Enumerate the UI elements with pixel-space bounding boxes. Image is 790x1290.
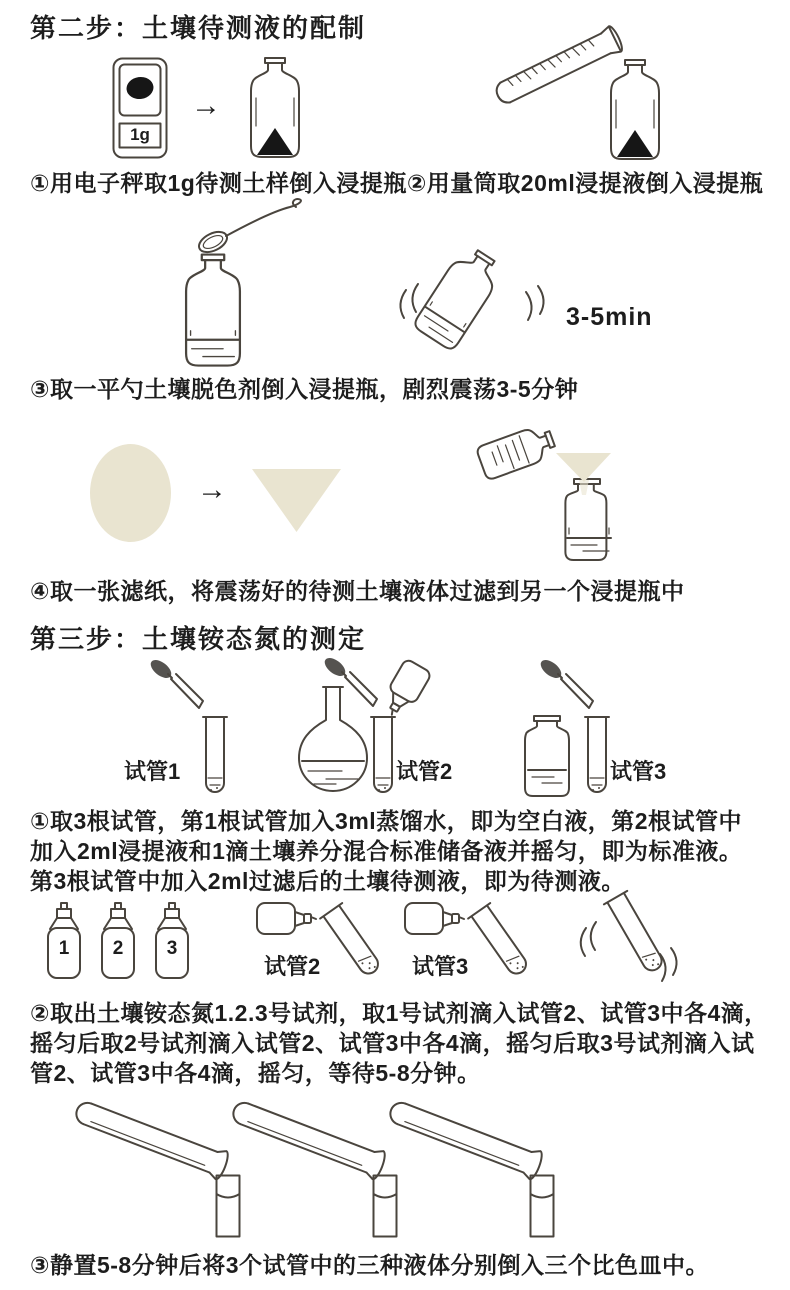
step3-instruction-1-line1: ①取3根试管，第1根试管加入3ml蒸馏水，即为空白液，第2根试管中 xyxy=(30,808,742,834)
filtration-illustration xyxy=(468,416,658,571)
tube-2-label-row2: 试管2 xyxy=(264,954,321,979)
shaking-test-tube-illustration xyxy=(572,892,692,994)
arrow-icon-2: → xyxy=(197,473,227,506)
cuvette-illustration-2 xyxy=(372,1174,398,1238)
step3-instruction-1-line2: 加入2ml浸提液和1滴土壤养分混合标准储备液并摇匀，即为标准液。 xyxy=(30,838,743,864)
step2-instruction-4: ④取一张滤纸，将震荡好的待测土壤液体过滤到另一个浸提瓶中 xyxy=(30,578,685,604)
test-tube-2-illustration xyxy=(370,714,396,798)
dropper-illustration-3 xyxy=(538,658,600,720)
reagent-number-2: 2 xyxy=(112,938,124,959)
tube-3-label: 试管3 xyxy=(610,759,667,784)
pouring-test-tube-illustration-1 xyxy=(74,1092,242,1182)
filter-paper-circle-illustration xyxy=(90,444,171,542)
step2-instruction-3: ③取一平勺土壤脱色剂倒入浸提瓶，剧烈震荡3-5分钟 xyxy=(30,376,579,402)
step3-instruction-2-line3: 管2、试管3中各4滴，摇匀，等待5-8分钟。 xyxy=(30,1060,481,1086)
tube-3-label-row2: 试管3 xyxy=(412,954,469,979)
step2-instruction-1-2: ①用电子秤取1g待测土样倒入浸提瓶②用量筒取20ml浸提液倒入浸提瓶 xyxy=(30,170,764,196)
pouring-test-tube-illustration-3 xyxy=(388,1092,556,1182)
cuvette-illustration-1 xyxy=(215,1174,241,1238)
tube-2-label: 试管2 xyxy=(396,759,453,784)
step3-instruction-2-line1: ②取出土壤铵态氮1.2.3号试剂，取1号试剂滴入试管2、试管3中各4滴， xyxy=(30,1000,768,1026)
arrow-icon: → xyxy=(191,89,221,122)
reagent-dropper-bottle-illustration xyxy=(378,660,432,722)
test-tube-1-illustration xyxy=(202,714,228,798)
step2-title: 第二步：土壤待测液的配制 xyxy=(30,13,367,43)
dropper-illustration-1 xyxy=(148,658,210,720)
tube-1-label: 试管1 xyxy=(124,759,181,784)
spoon-illustration xyxy=(196,198,314,256)
reagent-number-3: 3 xyxy=(166,938,178,959)
sample-bottle-illustration xyxy=(522,714,572,796)
shake-duration-label: 3-5min xyxy=(566,303,653,331)
cuvette-illustration-3 xyxy=(529,1174,555,1238)
step3-instruction-3: ③静置5-8分钟后将3个试管中的三种液体分别倒入三个比色皿中。 xyxy=(30,1252,710,1278)
pouring-test-tube-illustration-2 xyxy=(231,1092,399,1182)
soil-bottle-illustration xyxy=(242,56,308,158)
step3-title: 第三步：土壤铵态氮的测定 xyxy=(30,624,367,654)
dropper-illustration-2 xyxy=(322,656,384,718)
folded-filter-illustration xyxy=(252,469,341,532)
test-tube-3-illustration xyxy=(584,714,610,798)
step3-instruction-2-line2: 摇匀后取2号试剂滴入试管2、试管3中各4滴，摇匀后取3号试剂滴入试 xyxy=(30,1030,755,1056)
step3-instruction-1-line3: 第3根试管中加入2ml过滤后的土壤待测液，即为待测液。 xyxy=(30,868,625,894)
shaking-bottle-illustration xyxy=(390,230,550,368)
soil-bottle-2-illustration xyxy=(602,58,668,160)
extraction-bottle-illustration xyxy=(176,252,250,367)
scale-reading: 1g xyxy=(130,125,150,144)
reagent-number-1: 1 xyxy=(58,938,70,959)
